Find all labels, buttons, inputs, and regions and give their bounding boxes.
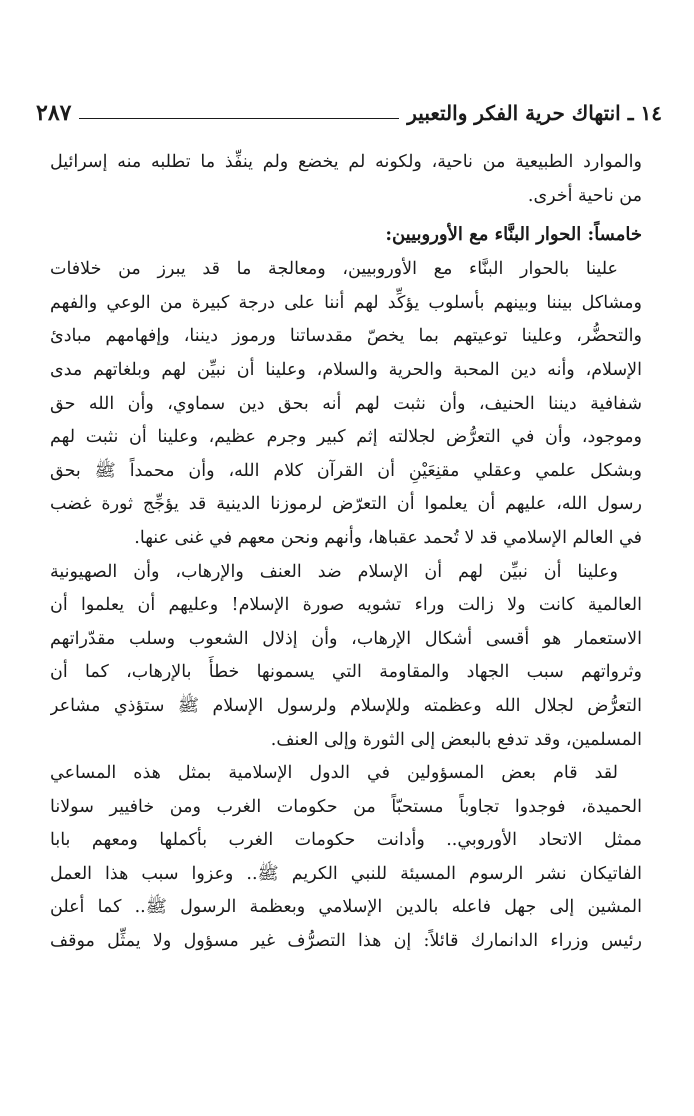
text-line: المسلمين، وقد تدفع بالبعض إلى الثورة وإلى العنف.	[270, 729, 642, 750]
text-line: الاستعمار هو أقسى أشكال الإرهاب، وأن إذلال الشعوب وسلب مقدّراتهم	[50, 628, 642, 649]
running-header	[36, 92, 662, 126]
text-line: ومشاكل بيننا وبينهم بأسلوب يؤكِّد لهم أننا على درجة كبيرة من الوعي والفهم	[50, 292, 642, 313]
text-line: ممثل الاتحاد الأوروبي.. وأدانت حكومات الغرب بأكملها ومعهم بابا	[50, 830, 642, 851]
paragraph-intro	[50, 146, 642, 213]
paragraph-1	[50, 253, 642, 555]
text-line: المشين إلى جهل فاعله بالدين الإسلامي وبعظمة الرسول ﷺ.. كما أعلن	[50, 897, 642, 918]
text-line: وثرواتهم سبب الجهاد والمقاومة التي يسمونها خطأً بالإرهاب، كما أن	[50, 662, 642, 683]
body-text	[50, 146, 642, 959]
text-line: الإسلام، وأنه دين المحبة والحرية والسلام، وعلينا أن نبيِّن لهم وبلغاتهم مدى	[50, 359, 642, 380]
text-line: وعلينا أن نبيِّن لهم أن الإسلام ضد العنف والإرهاب، وأن الصهيونية	[50, 561, 618, 582]
section-heading: خامساً: الحوار البنَّاء مع الأوروبيين:	[385, 224, 642, 246]
text-line: لقد قام بعض المسؤولين في الدول الإسلامية بمثل هذه المساعي	[50, 763, 618, 784]
text-line: الحميدة، فوجدوا تجاوباً مستحبّاً من حكومات الغرب ومن خافيير سولانا	[50, 796, 642, 817]
text-line: التعرُّض لجلال الله وعظمته وللإسلام ولرسول الإسلام ﷺ ستؤذي مشاعر	[50, 695, 642, 716]
text-line: والتحضُّر، وعلينا توعيتهم بما يخصّ مقدساتنا ورموز ديننا، وإفهامهم مبادئ	[50, 326, 642, 347]
paragraph-2	[50, 556, 642, 758]
text-line: في العالم الإسلامي قد لا تُحمد عقباها، وأنهم ونحن معهم في غنى عنها.	[134, 527, 642, 548]
text-line: علينا بالحوار البنَّاء مع الأوروبيين، ومعالجة ما قد يبرز من خلافات	[50, 259, 618, 280]
text-line: العالمية كانت ولا زالت وراء تشويه صورة الإسلام! وعليهم أن يعلموا أن	[50, 595, 642, 616]
text-line: شفافية ديننا الحنيف، وأن نثبت لهم أنه بحق دين سماوي، وأن الله حق	[50, 393, 642, 414]
chapter-title: ١٤ ـ انتهاك حرية الفكر والتعبير	[407, 101, 662, 125]
text-line: رسول الله، عليهم أن يعلموا أن التعرّض لرموزنا الدينية قد يؤجِّج ثورة غضب	[50, 494, 642, 515]
paragraph-3	[50, 757, 642, 959]
text-line: وبشكل علمي وعقلي مقنِعَيْنِ أن القرآن كلام الله، وأن محمداً ﷺ بحق	[50, 460, 642, 481]
text-line: من ناحية أخرى.	[527, 185, 642, 206]
text-line: وموجود، وأن في التعرُّض لجلالته إثم كبير وجرم عظيم، وعلينا أن نثبت لهم	[50, 427, 642, 448]
text-line: والموارد الطبيعية من ناحية، ولكونه لم يخضع ولم ينفِّذ ما تطلبه منه إسرائيل	[50, 152, 642, 172]
text-line: الفاتيكان نشر الرسوم المسيئة للنبي الكريم ﷺ.. وعزوا سبب هذا العمل	[50, 863, 642, 884]
text-line: رئيس وزراء الدانمارك قائلاً: إن هذا التصرُّف غير مسؤول ولا يمثِّل موقف	[50, 931, 642, 952]
header-rule	[79, 118, 399, 119]
page-number: ٢٨٧	[36, 100, 72, 126]
